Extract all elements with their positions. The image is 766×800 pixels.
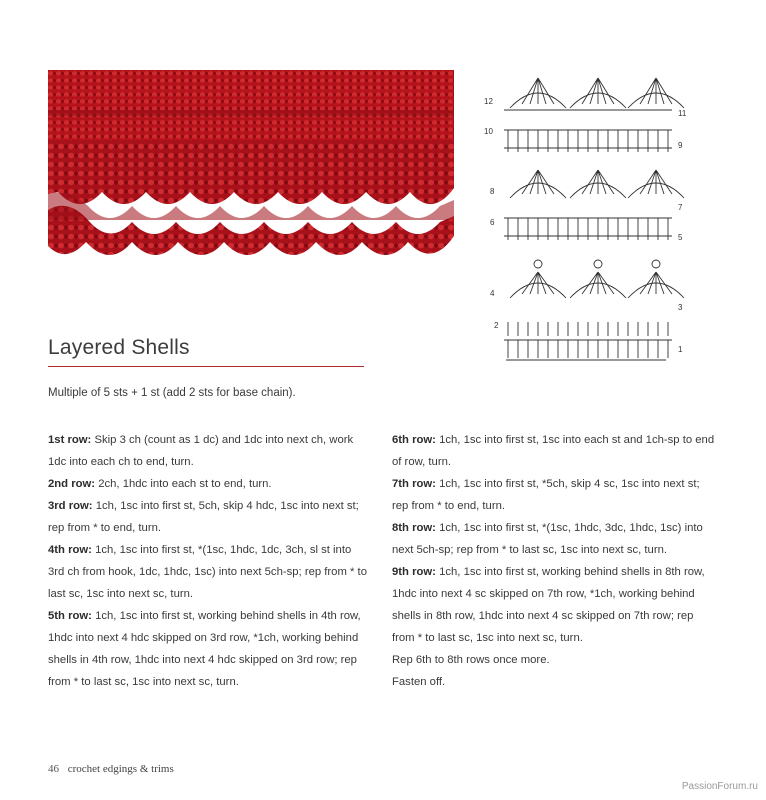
repeat-instruction: Rep 6th to 8th rows once more. bbox=[392, 654, 550, 666]
instructions-left-column bbox=[48, 429, 370, 693]
row-instruction: 9th row: 1ch, 1sc into first st, working behind shells in 8th row, 1hdc into next 4 sc skipped on 7th row, *1ch, working behind shells in 8th row, 1hdc into next 4 sc skipped on 7th row; rep from * to last sc, 1sc into next sc, turn. bbox=[392, 566, 705, 644]
pattern-title: Layered Shells bbox=[48, 336, 190, 359]
row-number-6: 6 bbox=[490, 218, 495, 227]
row-instruction: 2nd row: 2ch, 1hdc into each st to end, turn. bbox=[48, 478, 272, 490]
row-number-2: 2 bbox=[494, 321, 499, 330]
row-number-7: 7 bbox=[678, 203, 683, 212]
instructions-right-column bbox=[392, 429, 718, 693]
row-instruction: 3rd row: 1ch, 1sc into first st, 5ch, skip 4 hdc, 1sc into next st; rep from * to end, turn. bbox=[48, 500, 359, 534]
row-number-3: 3 bbox=[678, 303, 683, 312]
row-number-4: 4 bbox=[490, 289, 495, 298]
page-number: 46 bbox=[48, 763, 59, 775]
finish-instruction: Fasten off. bbox=[392, 676, 446, 688]
row-instruction: 7th row: 1ch, 1sc into first st, *5ch, skip 4 sc, 1sc into next st; rep from * to end, turn. bbox=[392, 478, 700, 512]
row-number-11: 11 bbox=[678, 109, 687, 118]
row-number-8: 8 bbox=[490, 187, 495, 196]
row-instruction: 6th row: 1ch, 1sc into first st, 1sc into each st and 1ch-sp to end of row, turn. bbox=[392, 434, 715, 468]
book-title: crochet edgings & trims bbox=[67, 763, 174, 775]
stitch-multiple: Multiple of 5 sts + 1 st (add 2 sts for base chain). bbox=[48, 387, 296, 399]
row-instruction: 1st row: Skip 3 ch (count as 1 dc) and 1dc into next ch, work 1dc into each ch to end, turn. bbox=[48, 434, 354, 468]
row-number-12: 12 bbox=[484, 97, 493, 106]
page-footer bbox=[48, 763, 174, 775]
title-divider bbox=[48, 366, 364, 367]
trim-photo bbox=[48, 70, 454, 266]
row-number-5: 5 bbox=[678, 233, 683, 242]
row-instruction: 5th row: 1ch, 1sc into first st, working behind shells in 4th row, 1hdc into next 4 hdc skipped on 3rd row, *1ch, working behind shells in 4th row, 1hdc into next 4 hdc skipped on 3rd row; rep from * to last sc, 1sc into next sc, turn. bbox=[48, 610, 361, 688]
row-instruction: 4th row: 1ch, 1sc into first st, *(1sc, 1hdc, 1dc, 3ch, sl st into 3rd ch from hook, 1dc, 1hdc, 1sc) into next 5ch-sp; rep from * to last sc, 1sc into next sc, turn. bbox=[48, 544, 367, 600]
row-number-10: 10 bbox=[484, 127, 493, 136]
row-instruction: 8th row: 1ch, 1sc into first st, *(1sc, 1hdc, 3dc, 1hdc, 1sc) into next 5ch-sp; rep from * to last sc, 1sc into next sc, turn. bbox=[392, 522, 703, 556]
watermark: PassionForum.ru bbox=[681, 781, 758, 792]
row-number-9: 9 bbox=[678, 141, 683, 150]
crochet-chart bbox=[482, 68, 694, 368]
row-number-1: 1 bbox=[678, 345, 683, 354]
